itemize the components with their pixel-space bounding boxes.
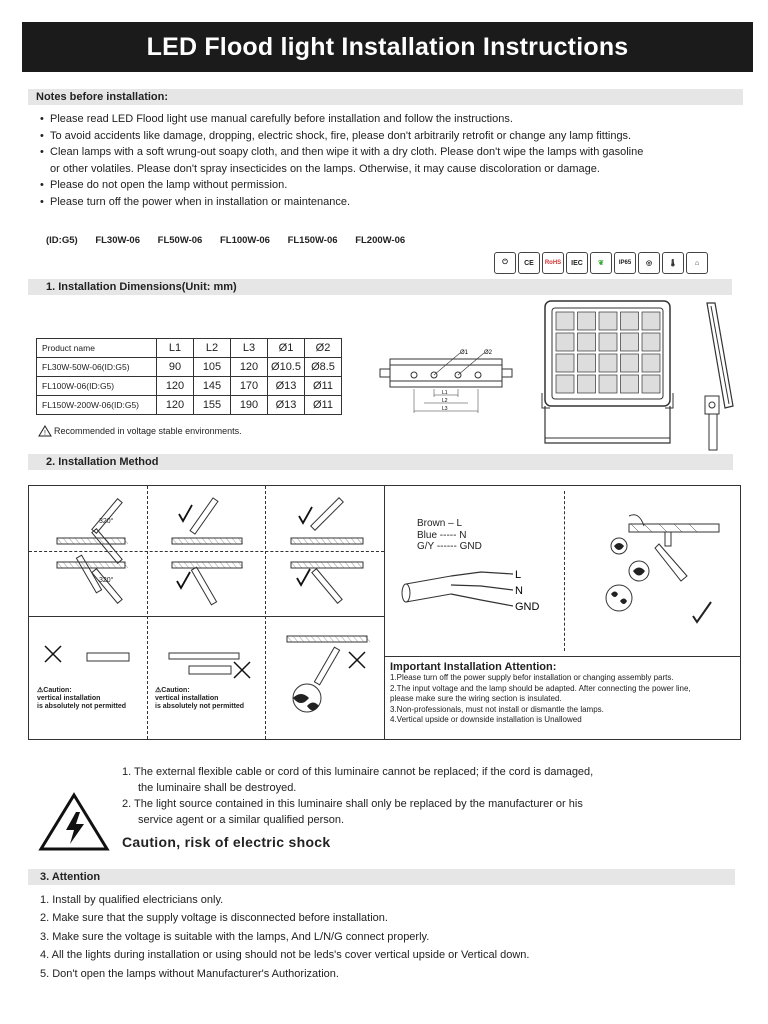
beam-hatch (309, 562, 314, 568)
list-item: 2.The input voltage and the lamp should be adapted. After connecting the power line, (390, 683, 691, 693)
cross-mark-icon (45, 646, 61, 662)
beam-hatch (297, 538, 302, 544)
beam-hatch (333, 538, 338, 544)
electric-shock-icon (38, 792, 110, 852)
wire-n-label: N (515, 585, 523, 597)
page-title: LED Flood light Installation Instructions (22, 22, 753, 72)
lamp-drawing (92, 499, 122, 533)
beam-hatch (303, 562, 308, 568)
beam-hatch (63, 538, 68, 544)
model-id: (ID:G5) (46, 235, 78, 246)
table-row: FL150W-200W-06(ID:G5) 120 155 190 Ø13 Ø11 (37, 396, 342, 415)
temperature-icon: 🌡 (662, 252, 684, 274)
led-module (642, 354, 660, 372)
lamp-drawing (191, 567, 216, 605)
mounting-beam (169, 653, 239, 659)
beam-hatch (105, 538, 110, 544)
lamp-body (190, 498, 218, 534)
list-item: • Please do not open the lamp without permission. (40, 179, 288, 191)
beam-hatch (345, 562, 350, 568)
led-module (578, 354, 596, 372)
beam-hatch (357, 538, 362, 544)
beam-hatch (327, 562, 332, 568)
beam-hatch (226, 562, 231, 568)
beam-hatch (190, 538, 195, 544)
iec-icon: IEC (566, 252, 588, 274)
led-module (621, 354, 639, 372)
beam-hatch (81, 538, 86, 544)
voltage-note: ! Recommended in voltage stable environments. (38, 425, 242, 437)
beam-hatch (323, 636, 328, 642)
check-mark-icon (299, 507, 312, 523)
shock-caution: Caution, risk of electric shock (122, 834, 331, 850)
table-header: Ø1 (268, 339, 305, 358)
beam-hatch (111, 562, 116, 568)
beam-hatch (353, 636, 358, 642)
beam-hatch (202, 538, 207, 544)
model-name: FL100W-06 (219, 235, 270, 246)
important-attention: Important Installation Attention: 1.Please turn off the power supply befor installation or changing assembly parts. 2.The input voltage and the lamp should be adapted. After connecting the power line, please make sure the wiring section is insulated. 3.Non-professionals, must not install or dismantle the lamps. 4.Vertical upside or downside installation is Unallowed (390, 661, 740, 726)
list-item: 4. All the lights during installation or using should not be leds's cover vertical upside or Vertical down. (40, 949, 530, 962)
side-view-diagram (372, 345, 522, 420)
list-item: please make sure the wiring section is insulated. (390, 694, 562, 703)
lamp-drawing (76, 555, 101, 593)
svg-text:!: ! (44, 430, 46, 437)
beam-hatch (317, 636, 322, 642)
beam-hatch (315, 562, 320, 568)
list-item: 3.Non-professionals, must not install or dismantle the lamps. (390, 704, 604, 714)
beam-hatch (291, 538, 296, 544)
beam-hatch (184, 562, 189, 568)
beam-hatch (184, 538, 189, 544)
beam-hatch (297, 562, 302, 568)
list-item: 2. Make sure that the supply voltage is disconnected before installation. (40, 912, 388, 925)
led-module (578, 333, 596, 351)
lamp-body (314, 647, 339, 685)
table-header: L1 (157, 339, 194, 358)
notes-heading: Notes before installation: (28, 89, 743, 105)
led-module (599, 312, 617, 330)
mounting-beam (291, 562, 363, 568)
beam-hatch (178, 538, 183, 544)
model-name: FL200W-06 (355, 235, 406, 246)
beam-hatch (208, 562, 213, 568)
caution-label: ⚠Caution: vertical installation is absolutely not permitted (37, 687, 127, 710)
led-module (642, 375, 660, 393)
beam-hatch (214, 562, 219, 568)
check-mark-icon (297, 569, 310, 585)
beam-hatch (75, 538, 80, 544)
beam-hatch (357, 562, 362, 568)
beam-hatch (202, 562, 207, 568)
beam-hatch (57, 538, 62, 544)
ip65-icon: IP65 (614, 252, 636, 274)
table-row: FL30W-50W-06(ID:G5) 90 105 120 Ø10.5 Ø8.5 (37, 358, 342, 377)
beam-hatch (335, 636, 340, 642)
dimensions-heading: 1. Installation Dimensions(Unit: mm) (28, 279, 732, 295)
beam-hatch (226, 538, 231, 544)
beam-hatch (305, 636, 310, 642)
beam-hatch (63, 562, 68, 568)
led-module (642, 333, 660, 351)
cross-mark-icon (349, 652, 365, 668)
l1-label: L1 (442, 390, 448, 396)
warning-icon: ⚠ (155, 687, 162, 694)
beam-hatch (333, 562, 338, 568)
lamp-body (92, 499, 122, 533)
l3-label: L3 (442, 406, 448, 412)
beam-hatch (341, 636, 346, 642)
beam-hatch (351, 538, 356, 544)
table-header: L2 (194, 339, 231, 358)
lamp-side-view (695, 298, 740, 453)
mounting-beam (291, 538, 363, 544)
beam-hatch (117, 538, 122, 544)
led-module (556, 375, 574, 393)
attention-list (40, 891, 740, 983)
list-item: • To avoid accidents like damage, dropping, electric shock, fire, please don't arbitrarily retrofit or change any lamp fittings. (40, 129, 632, 142)
lamp-body (191, 567, 216, 605)
led-module (578, 312, 596, 330)
phi2-label: Ø2 (484, 350, 493, 356)
rotation-angle-label: 320° (99, 518, 114, 525)
lamp-body (189, 666, 231, 674)
beam-hatch (359, 636, 364, 642)
lamp-drawing (190, 498, 218, 534)
led-module (599, 375, 617, 393)
lamp-drawing (92, 569, 122, 603)
rohs-icon: RoHS (542, 252, 564, 274)
lifetime-icon: ◎ (638, 252, 660, 274)
list-item: 1. The external flexible cable or cord of this luminaire cannot be replaced; if the cord is damaged, (122, 766, 594, 778)
beam-hatch (291, 562, 296, 568)
cross-mark-icon (234, 662, 250, 678)
beam-hatch (214, 538, 219, 544)
attention-heading: 3. Attention (28, 869, 735, 885)
beam-hatch (339, 538, 344, 544)
water-warning-diagram (589, 506, 729, 626)
lamp-drawing (314, 647, 339, 685)
certification-icons (492, 252, 708, 274)
led-module (642, 312, 660, 330)
beam-hatch (172, 538, 177, 544)
wiring-legend: Brown – L Blue ----- N G/Y ------ GND (417, 518, 482, 552)
installation-method-panel (28, 485, 741, 740)
model-list (46, 235, 419, 246)
beam-hatch (196, 538, 201, 544)
led-module (621, 312, 639, 330)
beam-hatch (190, 562, 195, 568)
list-item: 2. The light source contained in this luminaire shall only be replaced by the manufacturer or his (122, 798, 583, 810)
beam-hatch (339, 562, 344, 568)
wire-l-label: L (515, 569, 522, 581)
beam-hatch (315, 538, 320, 544)
list-item: or other volatiles. Please don't spray insecticides on the lamps. Otherwise, it may cause discoloration or damage. (50, 162, 600, 175)
beam-hatch (87, 538, 92, 544)
lamp-body (87, 653, 129, 661)
beam-hatch (99, 538, 104, 544)
beam-hatch (303, 538, 308, 544)
beam-hatch (321, 562, 326, 568)
led-module (556, 312, 574, 330)
led-module (621, 333, 639, 351)
list-item: • Please turn off the power when in installation or maintenance. (40, 195, 351, 208)
beam-hatch (345, 538, 350, 544)
warning-list (122, 764, 722, 828)
water-drop-icon (307, 703, 319, 711)
wire-gnd-label: GND (515, 601, 540, 613)
check-mark-icon (179, 505, 192, 521)
lamp-body (311, 498, 344, 531)
beam-hatch (208, 538, 213, 544)
beam-hatch (105, 562, 110, 568)
l2-label: L2 (442, 398, 448, 404)
beam-hatch (309, 538, 314, 544)
beam-hatch (93, 562, 98, 568)
beam-hatch (351, 562, 356, 568)
beam-hatch (172, 562, 177, 568)
led-module (599, 333, 617, 351)
beam-hatch (321, 538, 326, 544)
notes-list (40, 111, 740, 210)
lamp-body (312, 569, 342, 603)
beam-hatch (57, 562, 62, 568)
led-module (556, 354, 574, 372)
beam-hatch (232, 538, 237, 544)
outdoor-icon: ⌂ (686, 252, 708, 274)
beam-hatch (220, 538, 225, 544)
check-mark-icon (177, 572, 190, 588)
beam-hatch (287, 636, 292, 642)
led-module (578, 375, 596, 393)
model-name: FL30W-06 (95, 235, 140, 246)
list-item: 3. Make sure the voltage is suitable with the lamps, And L/N/G connect properly. (40, 930, 430, 943)
list-item: 1. Install by qualified electricians only. (40, 894, 224, 906)
water-drop-icon (293, 694, 309, 703)
table-header: L3 (231, 339, 268, 358)
lamp-drawing (312, 569, 342, 603)
dimensions-table (36, 338, 342, 415)
led-module (599, 354, 617, 372)
warning-icon: ⚠ (37, 687, 44, 694)
table-row: FL100W-06(ID:G5) 120 145 170 Ø13 Ø11 (37, 377, 342, 396)
list-item: • Clean lamps with a soft wrung-out soapy cloth, and then wipe it with a dry cloth. Please don't wipe the lamps with gasoline (40, 146, 644, 158)
warning-icon (38, 425, 52, 437)
list-item: 5. Don't open the lamps without Manufacturer's Authorization. (40, 967, 339, 980)
beam-hatch (99, 562, 104, 568)
lamp-drawing (311, 498, 344, 531)
wiring-diagram (401, 564, 561, 619)
list-item: 1.Please turn off the power supply befor installation or changing assembly parts. (390, 673, 674, 682)
beam-hatch (293, 636, 298, 642)
beam-hatch (111, 538, 116, 544)
model-name: FL50W-06 (157, 235, 203, 246)
rotation-angle-label: 320° (99, 577, 114, 584)
list-item: the luminaire shall be destroyed. (138, 782, 297, 794)
ce-icon: CE (518, 252, 540, 274)
lamp-drawing (92, 529, 122, 563)
model-name: FL150W-06 (287, 235, 338, 246)
beam-hatch (178, 562, 183, 568)
list-item: • Please read LED Flood light use manual carefully before installation and follow the instructions. (40, 113, 513, 125)
beam-hatch (220, 562, 225, 568)
beam-hatch (117, 562, 122, 568)
lamp-body (92, 569, 122, 603)
beam-hatch (299, 636, 304, 642)
lamp-body (92, 529, 122, 563)
table-header-row (37, 339, 342, 358)
lamp-body (76, 555, 101, 593)
led-module (621, 375, 639, 393)
list-item: 4.Vertical upside or downside installation is Unallowed (390, 715, 582, 724)
list-item: service agent or a similar qualified person. (138, 814, 345, 826)
phi1-label: Ø1 (460, 350, 469, 356)
table-header: Product name (37, 339, 157, 358)
led-module (556, 333, 574, 351)
installation-method-heading: 2. Installation Method (28, 454, 733, 470)
power-protection-icon: ⏻ (494, 252, 516, 274)
beam-hatch (232, 562, 237, 568)
caution-label: ⚠Caution: vertical installation is absolutely not permitted (155, 687, 245, 710)
beam-hatch (329, 636, 334, 642)
beam-hatch (69, 538, 74, 544)
beam-hatch (327, 538, 332, 544)
leaf-icon: ❦ (590, 252, 612, 274)
beam-hatch (69, 562, 74, 568)
beam-hatch (311, 636, 316, 642)
lamp-front-view (540, 298, 675, 450)
beam-hatch (347, 636, 352, 642)
table-header: Ø2 (305, 339, 342, 358)
